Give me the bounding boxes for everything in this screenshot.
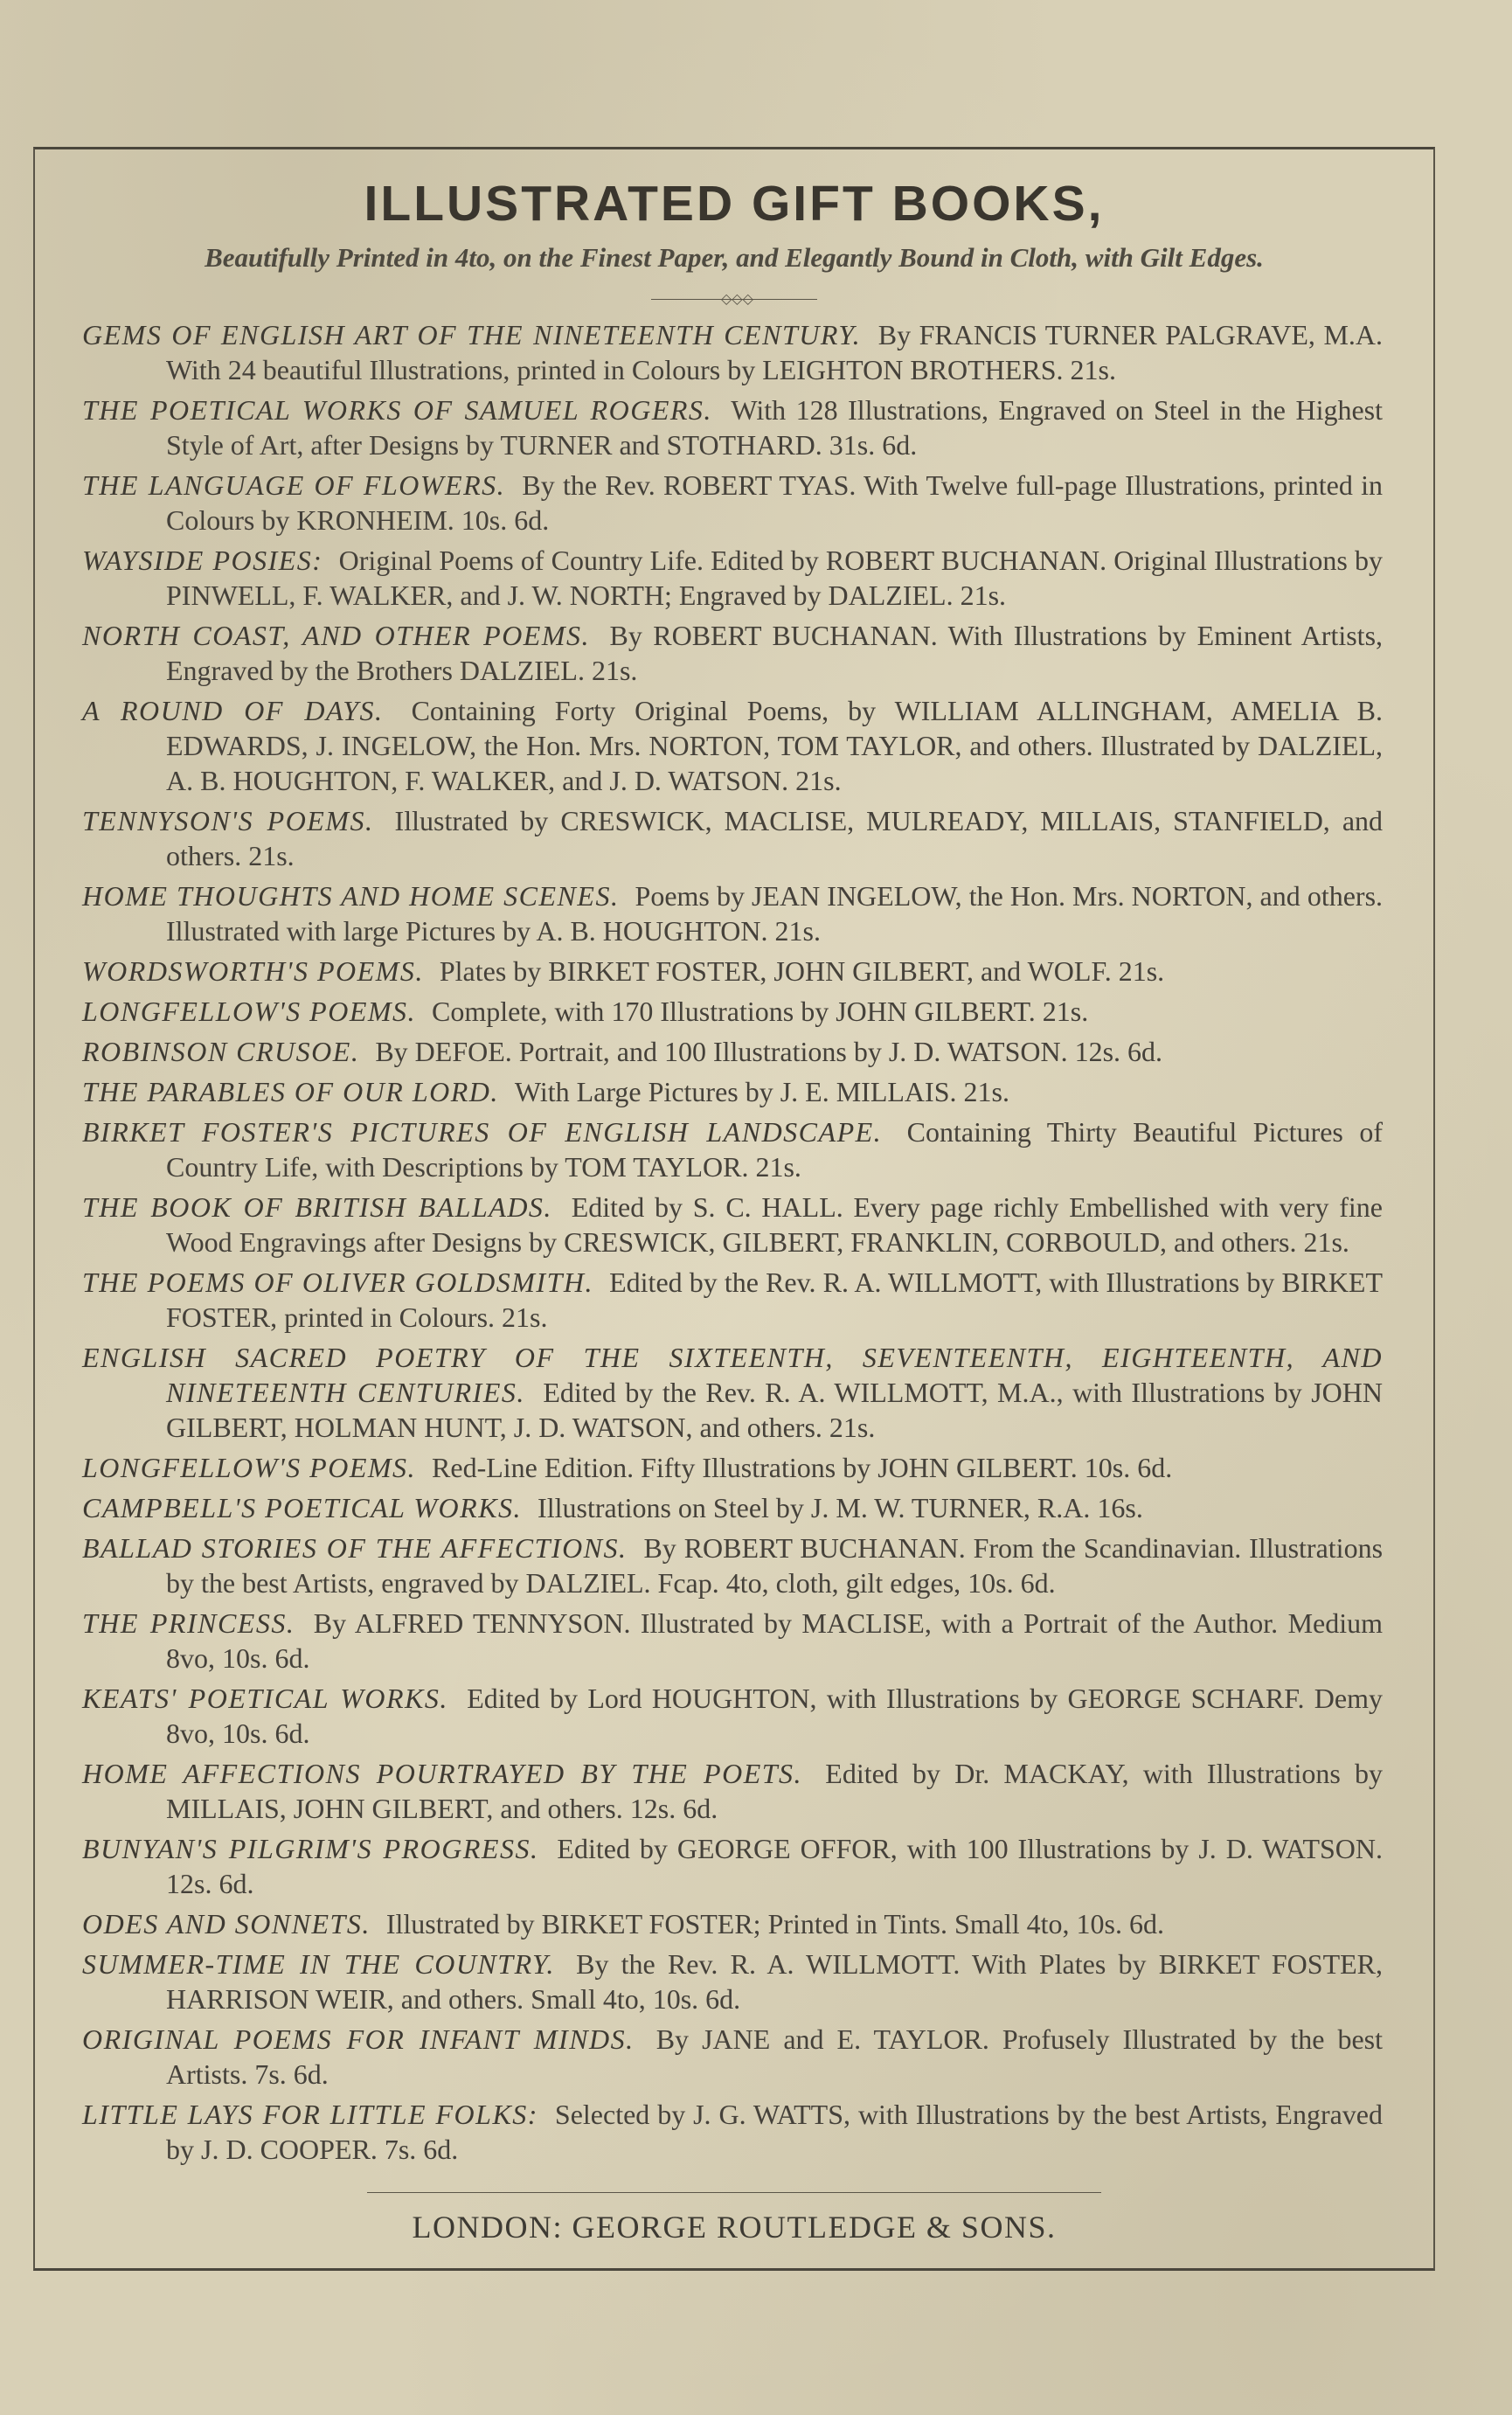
header: [35, 174, 1433, 305]
publisher-imprint: LONDON: GEORGE ROUTLEDGE & SONS.: [412, 2210, 1057, 2245]
book-title: THE POETICAL WORKS OF SAMUEL ROGERS.: [82, 394, 712, 426]
book-title: ODES AND SONNETS.: [82, 1908, 371, 1940]
book-description: Edited by Lord HOUGHTON, with Illustrations by GEORGE SCHARF. Demy 8vo, 10s. 6d.: [166, 1683, 1384, 1749]
list-item: [82, 1114, 1383, 1184]
book-description: Edited by S. C. HALL. Every page richly Embellished with very fine Wood Engravings after Designs by CRESWICK, GILBERT, FRANKLIN, CORBOULD, and others. 21s.: [166, 1191, 1384, 1258]
book-title: ORIGINAL POEMS FOR INFANT MINDS.: [82, 2023, 635, 2055]
ornament-divider: [651, 292, 817, 307]
list-item: [82, 1490, 1383, 1525]
list-item: [82, 994, 1383, 1029]
book-title: ENGLISH SACRED POETRY OF THE SIXTEENTH, SEVENTEENTH, EIGHTEENTH, AND NINETEENTH CENTURIES.: [82, 1342, 1383, 1408]
book-title: WAYSIDE POSIES:: [82, 545, 323, 576]
list-item: [82, 693, 1383, 798]
book-description: Complete, with 170 Illustrations by JOHN GILBERT. 21s.: [432, 996, 1089, 1027]
list-item: [82, 1190, 1383, 1260]
list-item: [82, 543, 1383, 613]
book-title: LONGFELLOW'S POEMS.: [82, 1452, 417, 1483]
list-item: [82, 618, 1383, 688]
book-title: HOME THOUGHTS AND HOME SCENES.: [82, 880, 620, 912]
page-title: ILLUSTRATED GIFT BOOKS,: [364, 176, 1105, 232]
list-item: [82, 1034, 1383, 1069]
book-title: GEMS OF ENGLISH ART OF THE NINETEENTH CENTURY.: [82, 319, 862, 350]
list-item: [82, 1340, 1383, 1445]
book-description: Edited by the Rev. R. A. WILLMOTT, with Illustrations by BIRKET FOSTER, printed in Colours. 21s.: [166, 1266, 1384, 1333]
book-description: Containing Forty Original Poems, by WILLIAM ALLINGHAM, AMELIA B. EDWARDS, J. INGELOW, the Hon. Mrs. NORTON, TOM TAYLOR, and others. Illustrated by DALZIEL, A. B. HOUGHTON, F. WALKER, and J. D. WATSON. 21s.: [166, 695, 1384, 796]
book-description: Containing Thirty Beautiful Pictures of Country Life, with Descriptions by TOM TAYLOR. 21s.: [166, 1116, 1384, 1183]
book-description: Poems by JEAN INGELOW, the Hon. Mrs. NORTON, and others. Illustrated with large Pictures by A. B. HOUGHTON. 21s.: [166, 880, 1384, 947]
book-description: By JANE and E. TAYLOR. Profusely Illustrated by the best Artists. 7s. 6d.: [166, 2023, 1384, 2090]
book-title: THE POEMS OF OLIVER GOLDSMITH.: [82, 1266, 593, 1298]
list-item: [82, 2022, 1383, 2092]
book-title: TENNYSON'S POEMS.: [82, 805, 374, 836]
book-description: By ROBERT BUCHANAN. With Illustrations by Eminent Artists, Engraved by the Brothers DALZIEL. 21s.: [166, 620, 1384, 686]
page-frame: [33, 147, 1435, 2271]
book-title: WORDSWORTH'S POEMS.: [82, 955, 424, 987]
book-description: Edited by GEORGE OFFOR, with 100 Illustrations by J. D. WATSON. 12s. 6d.: [166, 1833, 1384, 1899]
book-description: With 128 Illustrations, Engraved on Steel in the Highest Style of Art, after Designs by TURNER and STOTHARD. 31s. 6d.: [166, 394, 1384, 461]
list-item: [82, 803, 1383, 873]
list-item: [82, 1265, 1383, 1335]
list-item: [82, 1074, 1383, 1109]
list-item: [82, 1681, 1383, 1751]
book-description: By FRANCIS TURNER PALGRAVE, M.A. With 24 beautiful Illustrations, printed in Colours by LEIGHTON BROTHERS. 21s.: [166, 319, 1384, 385]
list-item: [82, 1450, 1383, 1485]
list-item: [82, 317, 1383, 387]
list-item: [82, 1947, 1383, 2016]
book-title: BIRKET FOSTER'S PICTURES OF ENGLISH LANDSCAPE.: [82, 1116, 883, 1148]
book-description: By ROBERT BUCHANAN. From the Scandinavian. Illustrations by the best Artists, engraved by DALZIEL. Fcap. 4to, cloth, gilt edges, 10s. 6d.: [166, 1532, 1384, 1599]
list-item: [82, 878, 1383, 948]
book-description: With Large Pictures by J. E. MILLAIS. 21s.: [514, 1076, 1009, 1107]
book-title: BUNYAN'S PILGRIM'S PROGRESS.: [82, 1833, 539, 1864]
book-title: KEATS' POETICAL WORKS.: [82, 1683, 448, 1714]
book-description: Selected by J. G. WATTS, with Illustrations by the best Artists, Engraved by J. D. COOPER. 7s. 6d.: [166, 2099, 1384, 2165]
book-title: A ROUND OF DAYS.: [82, 695, 384, 726]
book-title: CAMPBELL'S POETICAL WORKS.: [82, 1492, 523, 1523]
book-title: THE BOOK OF BRITISH BALLADS.: [82, 1191, 552, 1223]
book-title: LONGFELLOW'S POEMS.: [82, 996, 417, 1027]
book-description: Original Poems of Country Life. Edited by ROBERT BUCHANAN. Original Illustrations by PINWELL, F. WALKER, and J. W. NORTH; Engraved by DALZIEL. 21s.: [166, 545, 1384, 611]
book-description: Plates by BIRKET FOSTER, JOHN GILBERT, and WOLF. 21s.: [439, 955, 1165, 987]
list-item: [82, 1906, 1383, 1941]
list-item: [82, 1756, 1383, 1826]
book-description: Illustrated by CRESWICK, MACLISE, MULREADY, MILLAIS, STANFIELD, and others. 21s.: [166, 805, 1384, 871]
book-title: THE PARABLES OF OUR LORD.: [82, 1076, 499, 1107]
book-description: Edited by Dr. MACKAY, with Illustrations by MILLAIS, JOHN GILBERT, and others. 12s. 6d.: [166, 1758, 1384, 1824]
book-description: Edited by the Rev. R. A. WILLMOTT, M.A., with Illustrations by JOHN GILBERT, HOLMAN HUNT, J. D. WATSON, and others. 21s.: [166, 1377, 1384, 1443]
list-item: [82, 392, 1383, 462]
book-description: Illustrated by BIRKET FOSTER; Printed in Tints. Small 4to, 10s. 6d.: [385, 1908, 1164, 1940]
book-title: HOME AFFECTIONS POURTRAYED BY THE POETS.: [82, 1758, 803, 1789]
book-list: [82, 317, 1383, 2172]
list-item: [82, 954, 1383, 989]
book-title: NORTH COAST, AND OTHER POEMS.: [82, 620, 591, 651]
book-description: Illustrations on Steel by J. M. W. TURNER, R.A. 16s.: [538, 1492, 1143, 1523]
list-item: [82, 468, 1383, 538]
book-title: LITTLE LAYS FOR LITTLE FOLKS:: [82, 2099, 538, 2130]
book-description: By the Rev. R. A. WILLMOTT. With Plates by BIRKET FOSTER, HARRISON WEIR, and others. Small 4to, 10s. 6d.: [166, 1948, 1384, 2015]
book-title: THE PRINCESS.: [82, 1607, 295, 1639]
list-item: [82, 1530, 1383, 1600]
ornament-icon: ◇◇◇: [721, 292, 753, 307]
book-description: Red-Line Edition. Fifty Illustrations by JOHN GILBERT. 10s. 6d.: [432, 1452, 1173, 1483]
book-description: By ALFRED TENNYSON. Illustrated by MACLISE, with a Portrait of the Author. Medium 8vo, 10s. 6d.: [166, 1607, 1384, 1674]
list-item: [82, 2097, 1383, 2167]
list-item: [82, 1606, 1383, 1676]
book-description: By the Rev. ROBERT TYAS. With Twelve full-page Illustrations, printed in Colours by KRONHEIM. 10s. 6d.: [166, 469, 1384, 536]
book-description: By DEFOE. Portrait, and 100 Illustrations by J. D. WATSON. 12s. 6d.: [375, 1036, 1163, 1067]
list-item: [82, 1831, 1383, 1901]
book-title: BALLAD STORIES OF THE AFFECTIONS.: [82, 1532, 628, 1564]
book-title: THE LANGUAGE OF FLOWERS.: [82, 469, 506, 501]
book-title: SUMMER-TIME IN THE COUNTRY.: [82, 1948, 555, 1980]
footer-divider: [367, 2192, 1101, 2193]
book-title: ROBINSON CRUSOE.: [82, 1036, 360, 1067]
page-subtitle: Beautifully Printed in 4to, on the Finest Paper, and Elegantly Bound in Cloth, with Gilt Edges.: [205, 242, 1264, 273]
